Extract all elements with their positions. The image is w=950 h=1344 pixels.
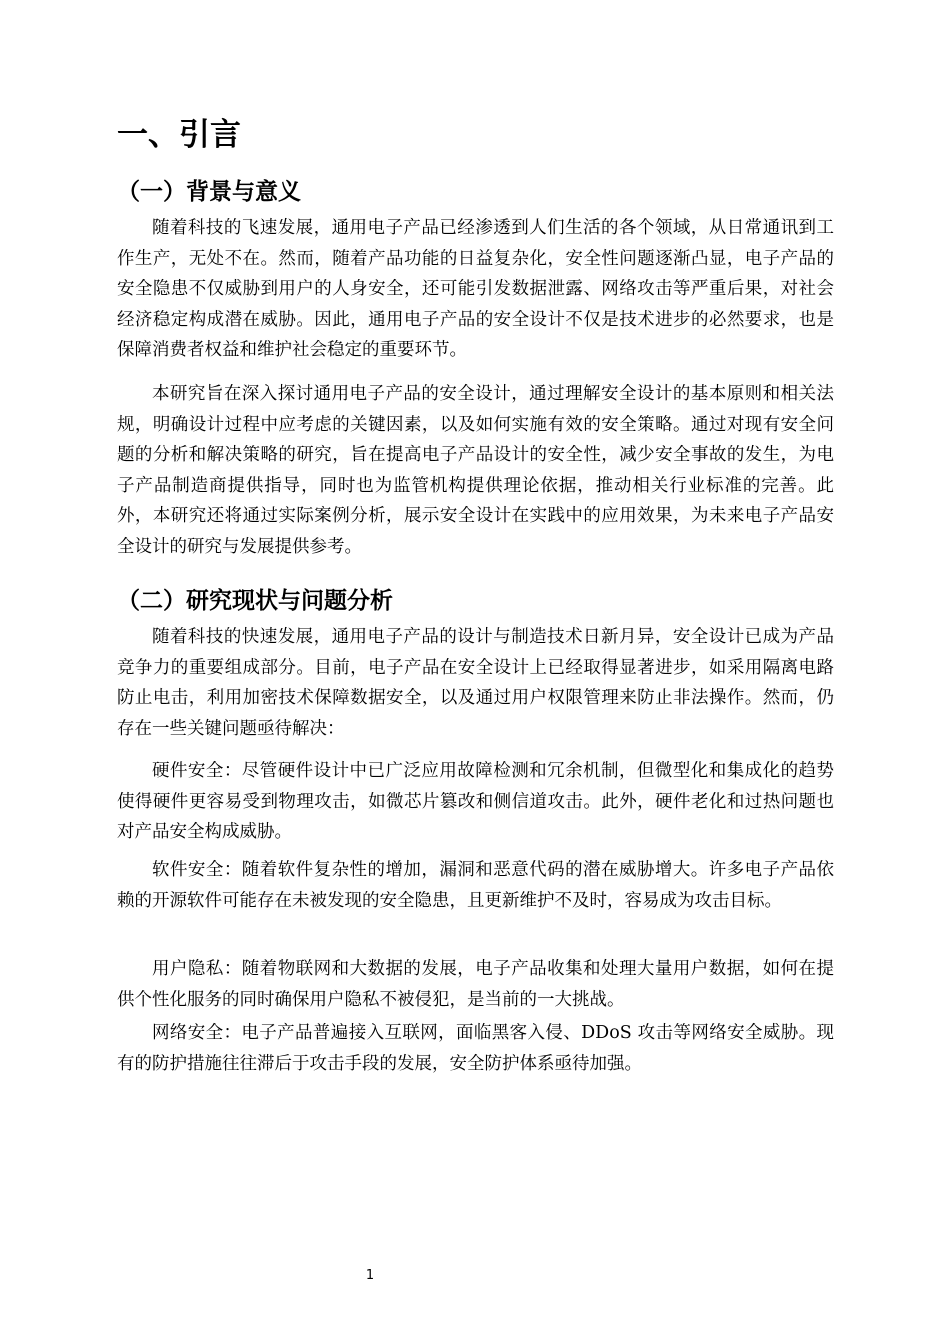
paragraph: 随着科技的飞速发展，通用电子产品已经渗透到人们生活的各个领域，从日常通讯到工作生产，无处不在。然而，随着产品功能的日益复杂化，安全性问题逐渐凸显，电子产品的安全隐患不仅威胁到用户的人身安全，还可能引发数据泄露、网络攻击等严重后果，对社会经济稳定构成潜在威胁。因此，通用电子产品的安全设计不仅是技术进步的必然要求，也是保障消费者权益和维护社会稳定的重要环节。 (117, 218, 834, 360)
page-number: 1 (365, 1268, 375, 1283)
paragraph-user-privacy: 用户隐私：随着物联网和大数据的发展，电子产品收集和处理大量用户数据，如何在提供个性化服务的同时确保用户隐私不被侵犯，是当前的一大挑战。 (117, 959, 834, 1010)
paragraph: 本研究旨在深入探讨通用电子产品的安全设计，通过理解安全设计的基本原则和相关法规，明确设计过程中应考虑的关键因素，以及如何实施有效的安全策略。通过对现有安全问题的分析和解决策略的研究，旨在提高电子产品设计的安全性，减少安全事故的发生，为电子产品制造商提供指导，同时也为监管机构提供理论依据，推动相关行业标准的完善。此外，本研究还将通过实际案例分析，展示安全设计在实践中的应用效果，为未来电子产品安全设计的研究与发展提供参考。 (117, 384, 834, 557)
section-heading-background: （一）背景与意义 (117, 179, 301, 205)
paragraph-software-security: 软件安全：随着软件复杂性的增加，漏洞和恶意代码的潜在威胁增大。许多电子产品依赖的开源软件可能存在未被发现的安全隐患，且更新维护不及时，容易成为攻击目标。 (117, 860, 834, 911)
section-heading-status-analysis: （二）研究现状与问题分析 (117, 588, 393, 614)
paragraph-network-security: 网络安全：电子产品普遍接入互联网，面临黑客入侵、DDoS 攻击等网络安全威胁。现有的防护措施往往滞后于攻击手段的发展，安全防护体系亟待加强。 (117, 1023, 834, 1074)
paragraph-hardware-security: 硬件安全：尽管硬件设计中已广泛应用故障检测和冗余机制，但微型化和集成化的趋势使得硬件更容易受到物理攻击，如微芯片篡改和侧信道攻击。此外，硬件老化和过热问题也对产品安全构成威胁。 (117, 761, 834, 842)
paragraph: 随着科技的快速发展，通用电子产品的设计与制造技术日新月异，安全设计已成为产品竞争力的重要组成部分。目前，电子产品在安全设计上已经取得显著进步，如采用隔离电路防止电击，利用加密技术保障数据安全，以及通过用户权限管理来防止非法操作。然而，仍存在一些关键问题亟待解决： (117, 627, 834, 739)
chapter-title: 一、引言 (117, 117, 241, 153)
